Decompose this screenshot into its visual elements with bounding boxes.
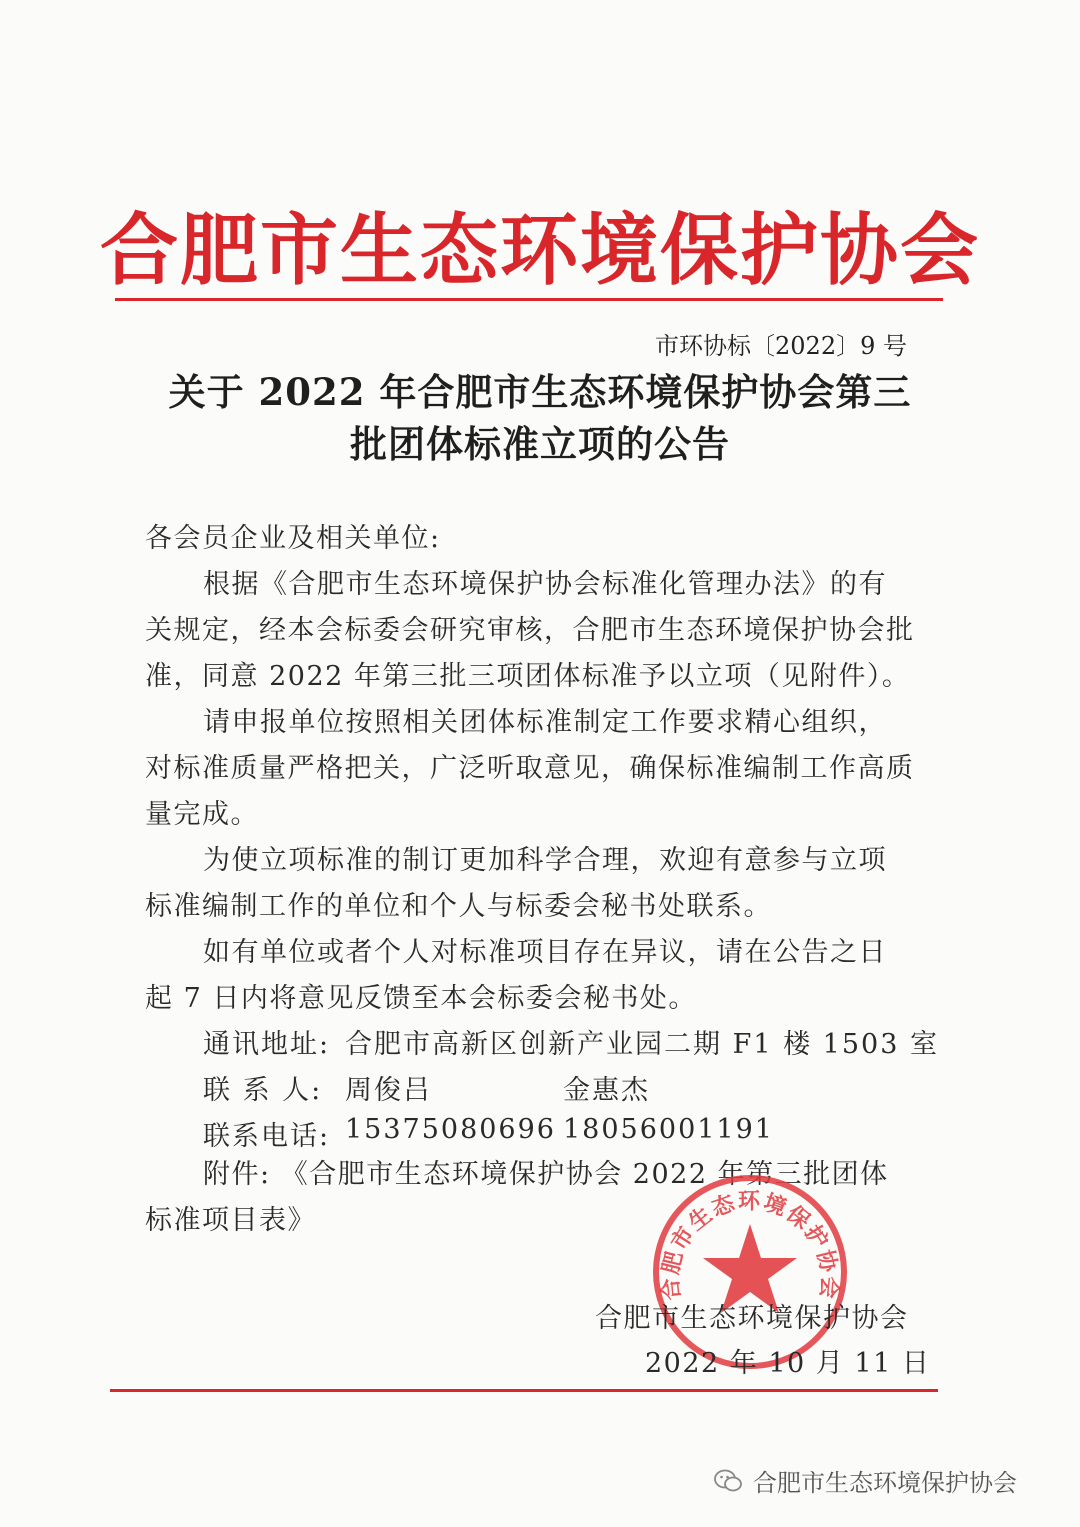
- signature-org: 合肥市生态环境保护协会: [595, 1303, 909, 1334]
- document-number: 市环协标〔2022〕9 号: [655, 332, 907, 360]
- paragraph-3: 为使立项标准的制订更加科学合理，欢迎有意参与立项标准编制工作的单位和个人与标委会秘书处联系。: [145, 845, 887, 922]
- wechat-icon: [713, 1468, 743, 1494]
- wechat-account-name: 合肥市生态环境保护协会: [753, 1469, 1017, 1497]
- seal-text: 合肥市生态环境保护协会: [658, 1189, 842, 1302]
- paragraph-1: 根据《合肥市生态环境保护协会标准化管理办法》的有关规定，经本会标委会研究审核，合肥市生态环境保护协会批准，同意 2022 年第三批三项团体标准予以立项（见附件）。: [145, 569, 915, 692]
- contact-person-2: 金惠杰: [563, 1075, 650, 1106]
- salutation: 各会员企业及相关单位:: [145, 523, 441, 554]
- attachment-text: 《合肥市生态环境保护协会 2022 年第三批团体标准项目表》: [145, 1159, 889, 1236]
- document-title-line2: 批团体标准立项的公告: [350, 422, 730, 466]
- attachment-label: 附件:: [203, 1159, 271, 1190]
- signature-date: 2022 年 10 月 11 日: [645, 1348, 931, 1379]
- contact-person-1: 周俊吕: [345, 1075, 432, 1106]
- contact-phone-1: 15375080696: [345, 1114, 556, 1145]
- phone-label: 联系电话:: [203, 1121, 331, 1152]
- address-value: 合肥市高新区创新产业园二期 F1 楼 1503 室: [345, 1029, 939, 1060]
- paragraph-2: 请申报单位按照相关团体标准制定工作要求精心组织，对标准质量严格把关，广泛听取意见，确保标准编制工作高质量完成。: [145, 707, 915, 830]
- org-letterhead: 合肥市生态环境保护协会: [99, 206, 980, 296]
- letterhead-rule: [115, 298, 943, 301]
- contact-phone-2: 18056001191: [563, 1114, 774, 1145]
- document-title-line1: 关于 2022 年合肥市生态环境保护协会第三: [168, 370, 912, 414]
- person-label: 联 系 人:: [203, 1075, 323, 1106]
- footer-rule: [110, 1389, 938, 1392]
- address-label: 通讯地址:: [203, 1029, 331, 1060]
- paragraph-4: 如有单位或者个人对标准项目存在异议，请在公告之日起 7 日内将意见反馈至本会标委会秘书处。: [145, 937, 887, 1014]
- wechat-watermark: [713, 1463, 1017, 1498]
